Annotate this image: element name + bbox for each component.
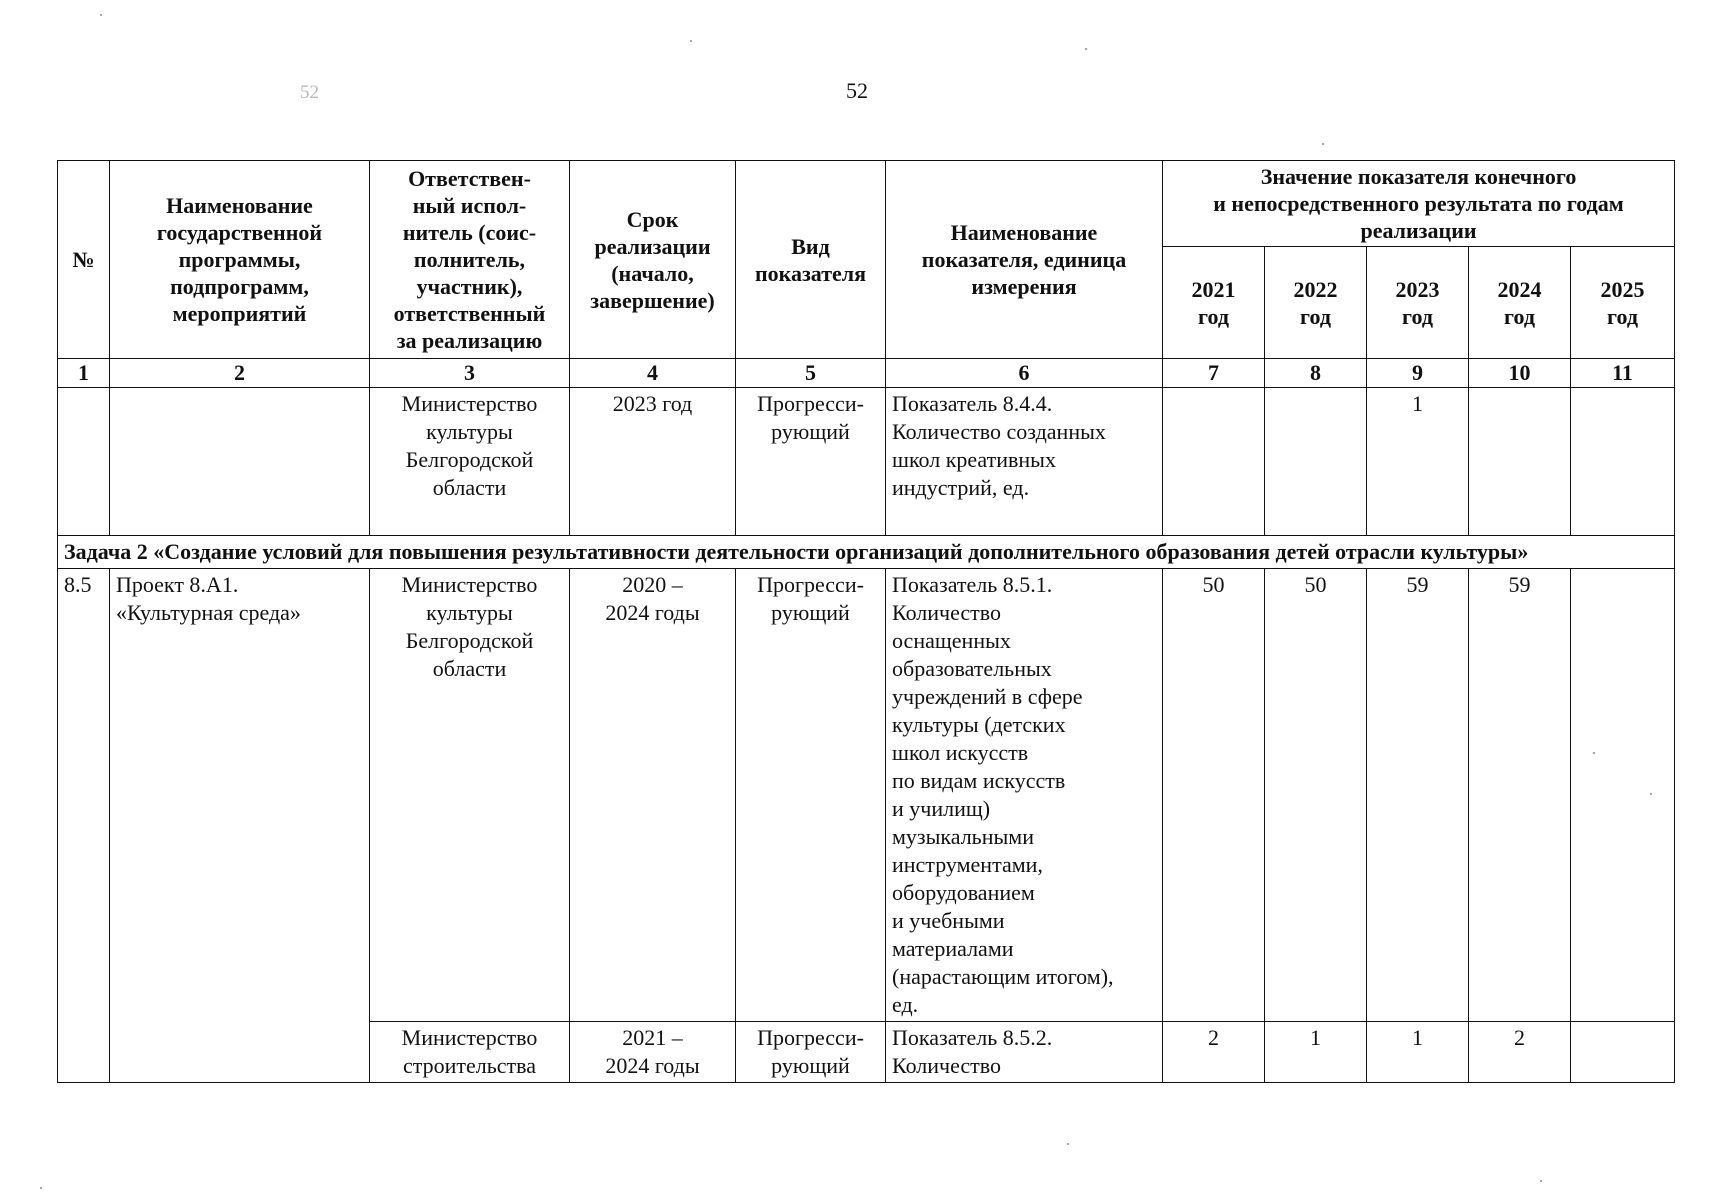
header-program-name: Наименование государственной программы, подпрограмм, мероприятий (110, 161, 370, 359)
index-cell: 3 (370, 359, 570, 388)
row-number (58, 388, 110, 536)
row-executor: Министерство строительства (370, 1022, 570, 1083)
row-value-2021 (1163, 388, 1265, 536)
task-heading-row (58, 536, 1675, 569)
scan-speck (1650, 793, 1652, 795)
header-period: Срок реализации (начало, завершение) (570, 161, 736, 359)
header-indicator-type: Вид показателя (736, 161, 886, 359)
row-indicator-type: Прогресси- рующий (736, 569, 886, 1022)
scan-speck (1067, 1143, 1069, 1145)
index-cell: 4 (570, 359, 736, 388)
scan-speck (690, 40, 692, 42)
row-period: 2023 год (570, 388, 736, 536)
table-row (58, 569, 1675, 1022)
index-cell: 5 (736, 359, 886, 388)
index-cell: 9 (1367, 359, 1469, 388)
header-row-1 (58, 161, 1675, 247)
project-number: 8.5 (58, 569, 110, 1083)
header-executor: Ответствен- ный испол- нитель (соис- полнитель, участник), ответственный за реализацию (370, 161, 570, 359)
column-index-row (58, 359, 1675, 388)
index-cell: 7 (1163, 359, 1265, 388)
indicators-table (57, 160, 1675, 1083)
header-year-2023: 2023 год (1367, 247, 1469, 359)
scan-speck (1085, 48, 1087, 50)
row-value-2022: 50 (1265, 569, 1367, 1022)
row-value-2021: 2 (1163, 1022, 1265, 1083)
table-row (58, 388, 1675, 536)
header-year-2022: 2022 год (1265, 247, 1367, 359)
row-executor: Министерство культуры Белгородской области (370, 388, 570, 536)
row-value-2024: 59 (1469, 569, 1571, 1022)
row-value-2024: 2 (1469, 1022, 1571, 1083)
scan-speck (1593, 752, 1595, 754)
row-value-2025 (1571, 1022, 1675, 1083)
header-values-group: Значение показателя конечного и непосредственного результата по годам реализации (1163, 161, 1675, 247)
scan-speck (1322, 143, 1324, 145)
index-cell: 10 (1469, 359, 1571, 388)
index-cell: 2 (110, 359, 370, 388)
row-indicator-type: Прогресси- рующий (736, 1022, 886, 1083)
index-cell: 1 (58, 359, 110, 388)
row-value-2023: 1 (1367, 388, 1469, 536)
row-value-2023: 59 (1367, 569, 1469, 1022)
row-value-2023: 1 (1367, 1022, 1469, 1083)
faint-page-number: 52 (300, 82, 319, 103)
row-indicator-name: Показатель 8.5.1. Количество оснащенных образовательных учреждений в сфере культуры (детских школ искусств по видам искусств и училищ) музыкальными инструментами, оборудованием и учебными материалами (нарастающим итогом), ед. (886, 569, 1163, 1022)
index-cell: 11 (1571, 359, 1675, 388)
row-indicator-name: Показатель 8.4.4. Количество созданных школ креативных индустрий, ед. (886, 388, 1163, 536)
header-year-2021: 2021 год (1163, 247, 1265, 359)
header-number: № (58, 161, 110, 359)
scan-speck (100, 14, 102, 16)
project-name: Проект 8.А1. «Культурная среда» (110, 569, 370, 1083)
task-heading: Задача 2 «Создание условий для повышения результативности деятельности организаций дополнительного образования детей отрасли культуры» (58, 536, 1675, 569)
row-value-2025 (1571, 388, 1675, 536)
header-year-2024: 2024 год (1469, 247, 1571, 359)
row-indicator-name: Показатель 8.5.2. Количество (886, 1022, 1163, 1083)
index-cell: 6 (886, 359, 1163, 388)
row-value-2024 (1469, 388, 1571, 536)
scan-speck (1540, 1180, 1542, 1182)
row-indicator-type: Прогресси- рующий (736, 388, 886, 536)
header-indicator-name: Наименование показателя, единица измерения (886, 161, 1163, 359)
row-executor: Министерство культуры Белгородской области (370, 569, 570, 1022)
row-period: 2021 – 2024 годы (570, 1022, 736, 1083)
row-value-2021: 50 (1163, 569, 1265, 1022)
row-period: 2020 – 2024 годы (570, 569, 736, 1022)
scan-speck (40, 1187, 42, 1189)
row-program-name (110, 388, 370, 536)
page-number: 52 (846, 78, 868, 103)
row-value-2022 (1265, 388, 1367, 536)
row-value-2022: 1 (1265, 1022, 1367, 1083)
index-cell: 8 (1265, 359, 1367, 388)
row-value-2025 (1571, 569, 1675, 1022)
header-year-2025: 2025 год (1571, 247, 1675, 359)
